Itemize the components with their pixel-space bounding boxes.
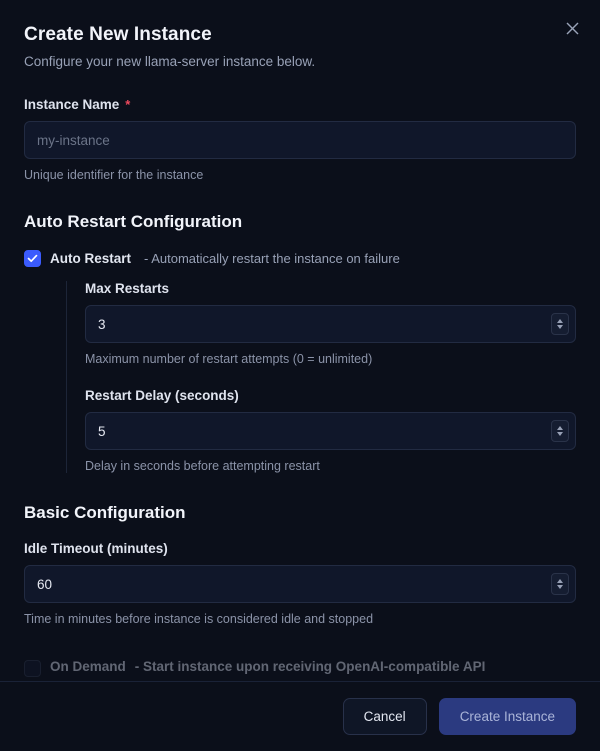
chevron-down-icon [557,585,563,589]
dialog-title: Create New Instance [24,24,212,45]
dialog-subtitle: Configure your new llama-server instance below. [24,54,316,69]
chevron-up-icon [557,579,563,583]
idle-timeout-stepper[interactable] [551,573,569,595]
chevron-up-icon [557,319,563,323]
auto-restart-label: Auto Restart [50,251,132,266]
idle-timeout-field [24,565,576,603]
restart-delay-stepper[interactable] [551,420,569,442]
max-restarts-label: Max Restarts [85,281,170,296]
restart-delay-label: Restart Delay (seconds) [85,388,239,403]
max-restarts-field [85,305,576,343]
cancel-button[interactable]: Cancel [343,698,427,735]
restart-delay-input[interactable] [85,412,576,450]
chevron-down-icon [557,432,563,436]
on-demand-label: On Demand [50,659,126,674]
idle-timeout-hint: Time in minutes before instance is considered idle and stopped [24,612,374,626]
auto-restart-checkbox-row[interactable] [24,250,576,267]
instance-name-input[interactable] [24,121,576,159]
instance-name-hint: Unique identifier for the instance [24,168,204,182]
idle-timeout-input[interactable] [24,565,576,603]
on-demand-checkbox-row[interactable] [24,659,576,681]
auto-restart-subfields [66,281,576,473]
checkbox-icon[interactable] [24,660,41,677]
chevron-down-icon [557,325,563,329]
auto-restart-description: - Automatically restart the instance on failure [144,251,400,266]
auto-restart-section-title: Auto Restart Configuration [24,212,243,231]
max-restarts-stepper[interactable] [551,313,569,335]
instance-name-label [24,97,576,112]
on-demand-description: - Start instance upon receiving OpenAI-compatible API [134,659,486,674]
idle-timeout-label: Idle Timeout (minutes) [24,541,168,556]
max-restarts-input[interactable] [85,305,576,343]
required-marker: * [125,97,131,112]
basic-section-title: Basic Configuration [24,503,186,522]
restart-delay-field [85,412,576,450]
checkmark-icon[interactable] [24,250,41,267]
max-restarts-hint: Maximum number of restart attempts (0 = unlimited) [85,352,373,366]
chevron-up-icon [557,426,563,430]
restart-delay-hint: Delay in seconds before attempting restart [85,459,320,473]
create-instance-button[interactable]: Create Instance [439,698,576,735]
dialog-footer [0,681,600,751]
instance-name-label-text: Instance Name [24,97,120,112]
